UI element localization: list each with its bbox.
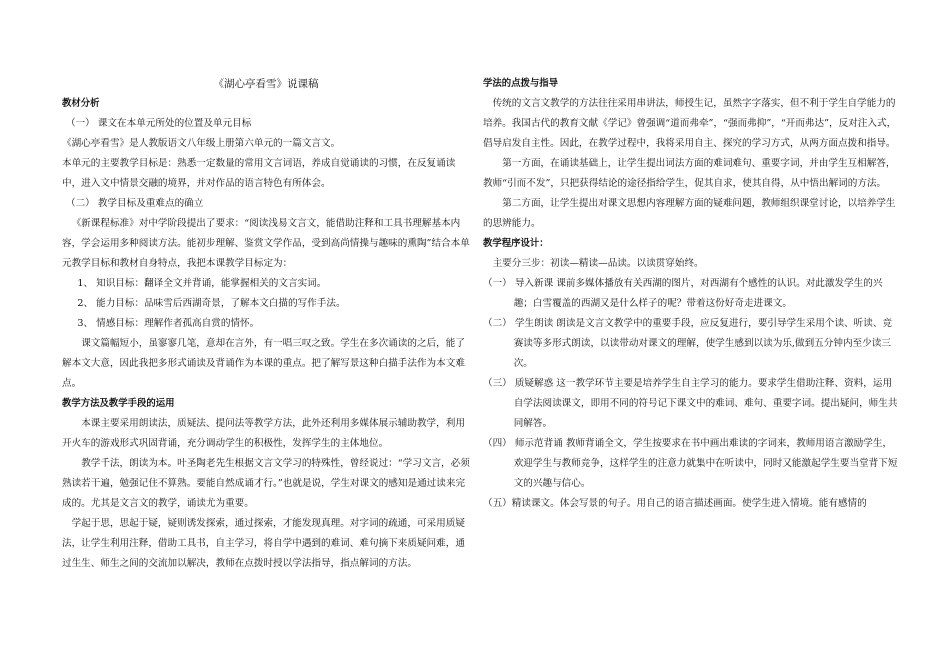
paragraph: 《湖心亭看雪》是人教版语文八年级上册第六单元的一篇文言文。 bbox=[62, 138, 341, 149]
goal-item: 2、 能力目标：品味雪后西湖奇景，了解本文白描的写作手法。 bbox=[77, 298, 346, 309]
program-step: （五）精读课文。体会写景的句子。用自己的语言描述画面。使学生进入情境。能有感情的 bbox=[483, 498, 867, 509]
document-title: 《湖心亭看雪》说课稿 bbox=[213, 78, 319, 90]
paragraph: 传统的文言文教学的方法往往采用串讲法，师授生记，虽然字字落实，但不利于学生自学能力的培养。我国古代的教育文献《学记》曾强调“道而弗牵”，“强而弗抑”，“开而弗达”，反对注入式，倡导启发自主性。因此，在教学过程中，我将采用自主、探究的学习方式，从两方面点拨和指导。 bbox=[483, 98, 897, 149]
subheading-unit-position: （一） 课文在本单元所处的位置及单元目标 bbox=[66, 118, 252, 129]
paragraph: 第一方面，在诵读基础上，让学生提出词法方面的难词难句、重要字词，并由学生互相解答，教师“引而不发”，只把获得结论的途径指给学生，促其自求，使其自得，从中悟出解词的方法。 bbox=[483, 158, 896, 189]
paragraph: 学起于思，思起于疑，疑则诱发探索，通过探索，才能发现真理。对字词的疏通，可采用质疑法，让学生利用注释，借助工具书，自主学习，将自学中遇到的难词、难句摘下来质疑问难，通过生生、师生之间的交流加以解决，教师在点拨时授以学法指导，指点解词的方法。 bbox=[62, 518, 465, 569]
right-column bbox=[483, 74, 898, 514]
heading-guide: 学法的点拨与指导 bbox=[483, 78, 559, 89]
paragraph: 本课主要采用朗读法，质疑法、提问法等教学方法，此外还利用多媒体展示辅助教学，利用开火车的游戏形式巩固背诵，充分调动学生的积极性，发挥学生的主体地位。 bbox=[62, 418, 465, 449]
goal-item: 3、 情感目标：理解作者孤高自赏的情怀。 bbox=[77, 318, 260, 329]
program-step: （三） 质疑解惑 这一教学环节主要是培养学生自主学习的能力。要求学生借助注释、资料，运用自学法阅读课文，即用不同的符号记下课文中的难词、难句、重要字词。提出疑问，师生共同解答。 bbox=[483, 378, 898, 429]
heading-materials: 教材分析 bbox=[62, 98, 100, 109]
paragraph: 本单元的主要教学目标是：熟悉一定数量的常用文言词语，养成自觉诵读的习惯，在反复诵读中，进入文中情景交融的境界，并对作品的语言特色有所体会。 bbox=[62, 158, 456, 189]
goal-item: 1、 知识目标：翻译全文并背诵，能掌握相关的文言实词。 bbox=[77, 278, 327, 289]
paragraph: 《新课程标准》对中学阶段提出了要求：“阅读浅易文言文，能借助注释和工具书理解基本内容，学会运用多种阅读方法。能初步理解、鉴赏文学作品，受到高尚情操与趣味的熏陶”结合本单元教学目标和教材自身特点，我把本课教学目标定为： bbox=[62, 218, 470, 269]
heading-methods: 教学方法及教学手段的运用 bbox=[62, 398, 175, 409]
heading-program: 教学程序设计： bbox=[483, 238, 549, 249]
paragraph: 教学千法，朗读为本。叶圣陶老先生根据文言文学习的特殊性，曾经说过：“学习文言，必须熟读若干遍，勉强记住不算熟。要能自然成诵才行。”也就是说，学生对课文的感知是通过读来完成的。尤其是文言文的教学，诵读尤为重要。 bbox=[62, 458, 470, 509]
program-step: （四） 师示范背诵 教师背诵全文，学生按要求在书中画出难读的字词来，教师用语言激励学生，欢迎学生与教师竞争，这样学生的注意力就集中在听读中，同时又能激起学生要当堂背下短文的兴趣与信心。 bbox=[483, 438, 898, 489]
subheading-goals: （二） 教学目标及重难点的确立 bbox=[66, 198, 204, 209]
program-step: （一） 导入新课 课前多媒体播放有关西湖的图片，对西湖有个感性的认识。对此激发学生的兴趣；白雪覆盖的西湖又是什么样子的呢？带着这份好奇走进课文。 bbox=[483, 278, 883, 309]
program-step: （二） 学生朗读 朗读是文言文教学中的重要手段，应反复进行，要引导学生采用个读、听读、竞赛读等多形式朗读，以读带动对课文的理解，使学生感到以读为乐,做到五分钟内至少读三次。 bbox=[483, 318, 893, 369]
paragraph: 课文篇幅短小，虽寥寥几笔，意却在言外，有一唱三叹之致。学生在多次诵读的之后，能了解本文大意，因此我把多形式诵读及背诵作为本课的重点。把了解写景这种白描手法作为本文难点。 bbox=[62, 338, 465, 389]
paragraph: 主要分三步：初读—精读—品读。以读贯穿始终。 bbox=[492, 258, 704, 269]
paragraph: 第二方面，让学生提出对课文思想内容理解方面的疑难问题，教师组织课堂讨论，以培养学生的思辨能力。 bbox=[483, 198, 896, 229]
left-column bbox=[62, 74, 470, 574]
